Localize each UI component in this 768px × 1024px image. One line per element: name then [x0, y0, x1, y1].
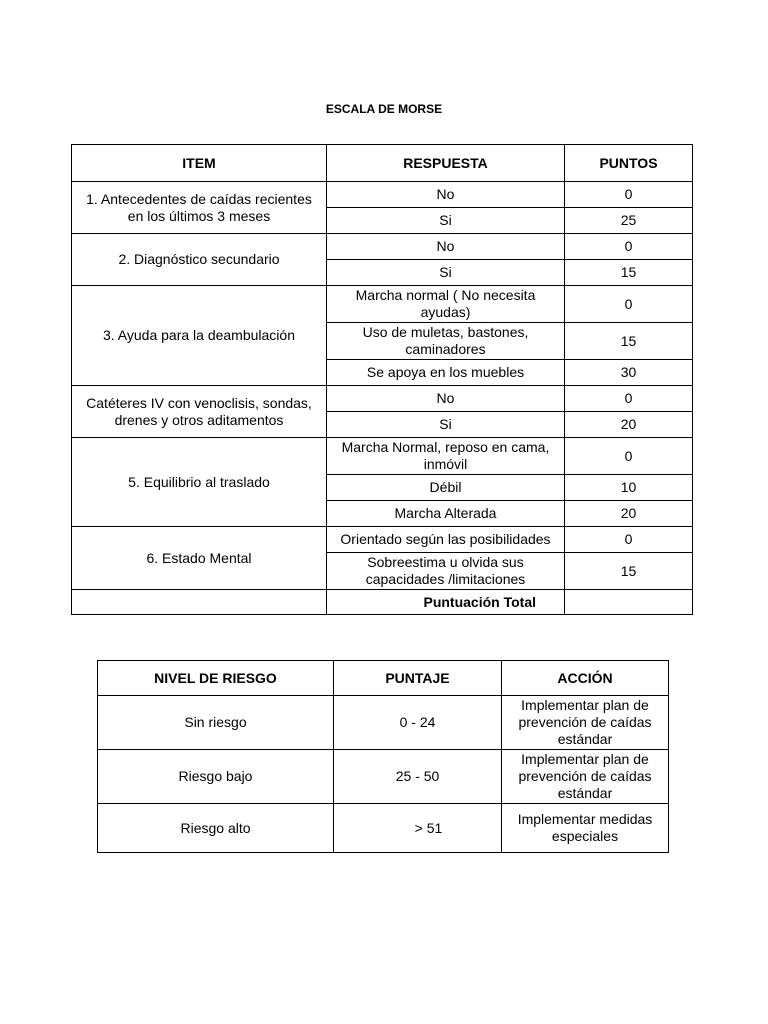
item-label: 2. Diagnóstico secundario — [72, 234, 327, 286]
response-text: Si — [327, 412, 565, 438]
header-puntos: PUNTOS — [565, 145, 693, 182]
risk-level: Riesgo alto — [98, 804, 334, 853]
morse-header-row — [72, 145, 693, 182]
response-points: 0 — [565, 182, 693, 208]
response-text: Si — [327, 260, 565, 286]
risk-score: > 51 — [334, 804, 502, 853]
response-text: No — [327, 182, 565, 208]
response-text: Débil — [327, 475, 565, 501]
response-points: 0 — [565, 234, 693, 260]
response-points: 30 — [565, 360, 693, 386]
total-label: Puntuación Total — [327, 590, 565, 615]
risk-action: Implementar plan de prevención de caídas estándar — [502, 696, 669, 750]
response-text: Marcha normal ( No necesita ayudas) — [327, 286, 565, 323]
response-text: Uso de muletas, bastones, caminadores — [327, 323, 565, 360]
risk-score: 25 - 50 — [334, 750, 502, 804]
total-row — [72, 590, 693, 615]
response-points: 0 — [565, 527, 693, 553]
item-label: Catéteres IV con venoclisis, sondas, drenes y otros aditamentos — [72, 386, 327, 438]
risk-level-table — [97, 660, 669, 853]
table-row — [72, 527, 693, 553]
response-points: 25 — [565, 208, 693, 234]
response-points: 20 — [565, 412, 693, 438]
header-nivel: NIVEL DE RIESGO — [98, 661, 334, 696]
response-text: Marcha Alterada — [327, 501, 565, 527]
response-text: Si — [327, 208, 565, 234]
response-points: 15 — [565, 323, 693, 360]
morse-scale-table — [71, 144, 693, 615]
response-points: 0 — [565, 438, 693, 475]
item-label: 3. Ayuda para la deambulación — [72, 286, 327, 386]
response-points: 15 — [565, 553, 693, 590]
response-text: Orientado según las posibilidades — [327, 527, 565, 553]
risk-action: Implementar medidas especiales — [502, 804, 669, 853]
header-accion: ACCIÓN — [502, 661, 669, 696]
table-row — [72, 234, 693, 260]
table-row — [72, 386, 693, 412]
risk-action: Implementar plan de prevención de caídas estándar — [502, 750, 669, 804]
response-points: 15 — [565, 260, 693, 286]
response-points: 0 — [565, 386, 693, 412]
total-empty-cell — [72, 590, 327, 615]
risk-score: 0 - 24 — [334, 696, 502, 750]
item-label: 5. Equilibrio al traslado — [72, 438, 327, 527]
table-row — [98, 750, 669, 804]
risk-header-row — [98, 661, 669, 696]
response-text: No — [327, 234, 565, 260]
response-text: Sobreestima u olvida sus capacidades /limitaciones — [327, 553, 565, 590]
response-points: 20 — [565, 501, 693, 527]
table-row — [98, 696, 669, 750]
item-label: 1. Antecedentes de caídas recientes en los últimos 3 meses — [72, 182, 327, 234]
total-value-cell — [565, 590, 693, 615]
table-row — [72, 286, 693, 323]
table-row — [72, 438, 693, 475]
response-points: 10 — [565, 475, 693, 501]
table-row — [72, 182, 693, 208]
header-puntaje: PUNTAJE — [334, 661, 502, 696]
document-title: ESCALA DE MORSE — [325, 102, 443, 116]
risk-level: Riesgo bajo — [98, 750, 334, 804]
header-item: ITEM — [72, 145, 327, 182]
response-text: Se apoya en los muebles — [327, 360, 565, 386]
risk-level: Sin riesgo — [98, 696, 334, 750]
response-text: No — [327, 386, 565, 412]
table-row — [98, 804, 669, 853]
header-respuesta: RESPUESTA — [327, 145, 565, 182]
item-label: 6. Estado Mental — [72, 527, 327, 590]
response-text: Marcha Normal, reposo en cama, inmóvil — [327, 438, 565, 475]
response-points: 0 — [565, 286, 693, 323]
